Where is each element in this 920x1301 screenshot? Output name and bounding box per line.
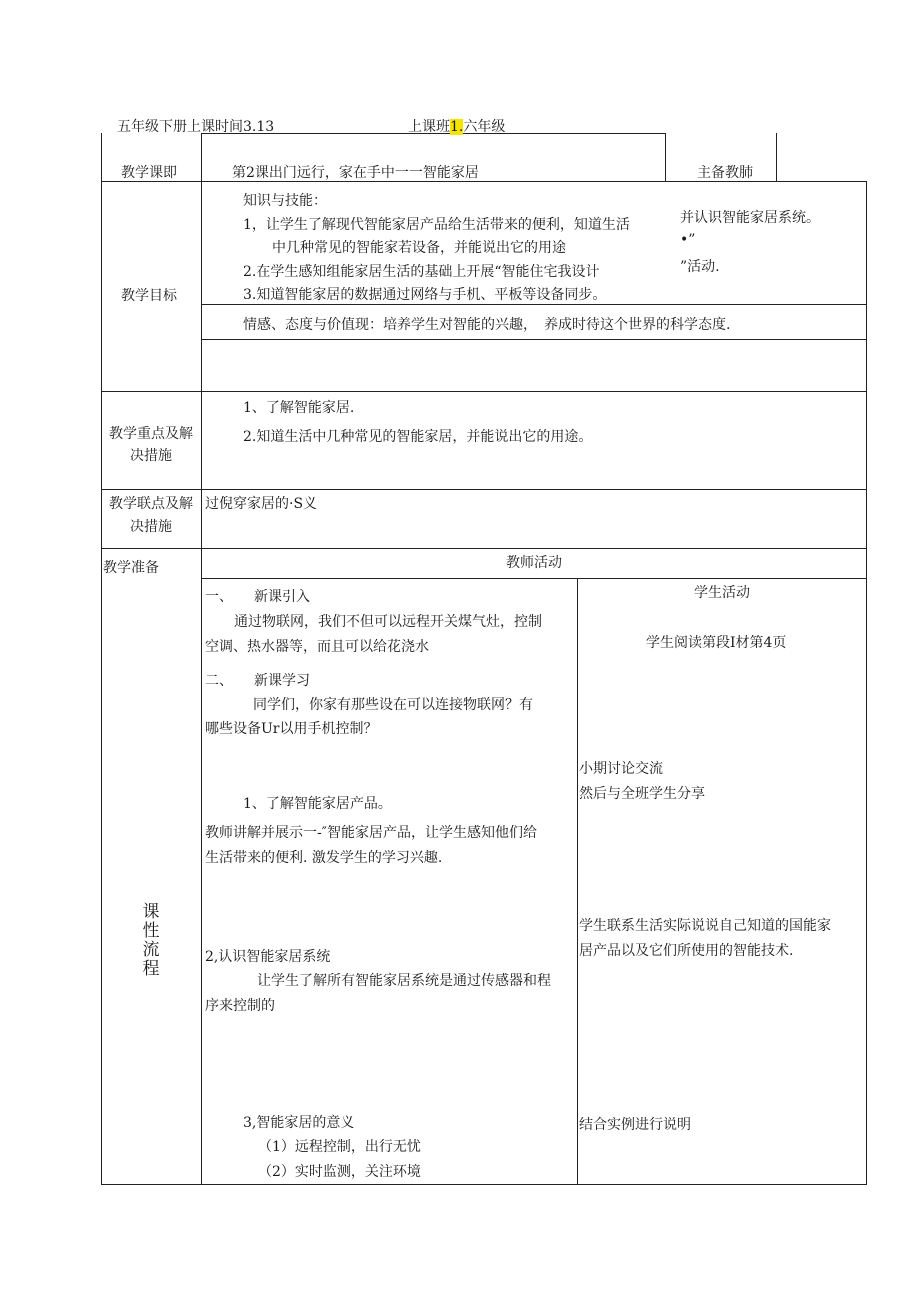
objective-side-3: ”活动. <box>680 259 720 275</box>
section-1-student: 学生阅读第段I材第4页 <box>646 635 787 651</box>
flow-label-char: 性 <box>142 921 160 941</box>
keypoints-label-b: 决措施 <box>130 448 172 464</box>
teacher-label: 主备教肺 <box>697 165 753 181</box>
part-3-student: 结合实例进行说明 <box>579 1117 691 1133</box>
col-line <box>665 133 666 182</box>
section-2-text-b: 哪些设备Ur以用手机控制？ <box>205 721 378 737</box>
class-suffix: 六年级 <box>463 119 506 135</box>
keypoints-label-a: 教学重点及解 <box>109 426 193 442</box>
flow-label-char: 流 <box>142 940 160 960</box>
section-2-text-a: 同学们，你家有那些设在可以连接物联网？有 <box>253 697 533 713</box>
objective-side-1: 并认识智能家居系统。 <box>680 210 820 226</box>
row-line <box>101 489 867 490</box>
col-line <box>577 578 578 1185</box>
class-prefix: 上课班 <box>408 119 450 135</box>
objectives-label: 教学目标 <box>121 288 177 304</box>
part-1-text-a: 教师讲解并展示一-″智能家居产品，让学生感知他们给 <box>205 825 537 841</box>
objectives-heading: 知识与技能： <box>243 193 327 209</box>
part-3-heading: 3,智能家居的意义 <box>243 1115 355 1131</box>
class-info <box>408 116 505 136</box>
objective-side-2: •” <box>680 232 696 248</box>
section-1-heading: 一、 新课引入 <box>205 589 310 605</box>
part-1-heading: 1、了解智能家居产品。 <box>243 796 392 812</box>
row-line <box>201 304 867 305</box>
part-3-item-2: （2）实时监测，关注环境 <box>258 1164 421 1180</box>
objective-item-3: 3.知道智能家居的数据通过网络与手机、平板等设备同步。 <box>243 287 607 303</box>
flow-label <box>131 903 171 979</box>
prep-label: 教学准备 <box>103 560 159 576</box>
difficulty-label-b: 决措施 <box>130 519 172 535</box>
flow-label-char: 课 <box>142 902 160 922</box>
row-line <box>201 339 867 340</box>
difficulty-text: 过倪穿家居的·S义 <box>205 496 318 512</box>
row-line <box>201 578 867 579</box>
part-2-heading: 2,认识智能家居系统 <box>205 949 331 965</box>
row-line <box>101 1184 867 1185</box>
part-1-text-b: 生活带来的便利. 激发学生的学习兴趣. <box>205 850 443 866</box>
section-1-text-b: 空调、热水器等，而且可以给花浇水 <box>205 639 429 655</box>
col-line <box>866 181 867 1185</box>
grade-time-label: 五年级下册上课时间3.13 <box>117 119 275 135</box>
keypoint-item-1: 1、了解智能家居. <box>243 400 355 416</box>
row-line <box>101 548 867 549</box>
col-line <box>201 133 202 1185</box>
student-activity-heading: 学生活动 <box>694 585 750 601</box>
objective-item-1a: 1，让学生了解现代智能家居产品给生活带来的便利，知道生活 <box>243 217 630 233</box>
part-3-item-1: （1）远程控制，出行无忧 <box>258 1139 421 1155</box>
section-2-student-a: 小期讨论交流 <box>579 761 663 777</box>
teacher-activity-heading: 教师活动 <box>506 555 562 571</box>
flow-label-char: 程 <box>142 959 160 979</box>
section-2-student-b: 然后与全班学生分享 <box>579 786 705 802</box>
objective-item-1b: 中几种常见的智能家若设备，并能说出它的用途 <box>272 240 566 256</box>
section-2-heading: 二、 新课学习 <box>205 673 310 689</box>
keypoint-item-2: 2.知道生活中几种常见的智能家居，并能说出它的用途。 <box>243 429 593 445</box>
part-1-student-a: 学生联系生活实际说说自己知道的国能家 <box>579 918 831 934</box>
class-highlight: 1. <box>450 119 464 135</box>
col-line <box>776 133 777 182</box>
objective-item-2: 2.在学生感知组能家居生活的基础上开展“智能住宅我设计 <box>243 264 600 280</box>
difficulty-label-a: 教学联点及解 <box>109 496 193 512</box>
objective-emotion: 情感、态度与价值现：培养学生对智能的兴趣， 养成时待这个世界的科学态度. <box>243 317 731 333</box>
part-2-text-b: 序来控制的 <box>205 998 275 1014</box>
lesson-title: 第2课出门远行，家在手中一一智能家居 <box>232 165 479 181</box>
part-1-student-b: 居产品以及它们所使用的智能技术. <box>579 943 794 959</box>
lesson-label: 教学课即 <box>121 165 177 181</box>
row-line <box>101 391 867 392</box>
section-1-text-a: 通过物联网，我们不但可以远程开关煤气灶，控制 <box>234 614 542 630</box>
part-2-text-a: 让学生了解所有智能家居系统是通过传感器和程 <box>257 973 551 989</box>
col-line <box>101 133 102 1185</box>
